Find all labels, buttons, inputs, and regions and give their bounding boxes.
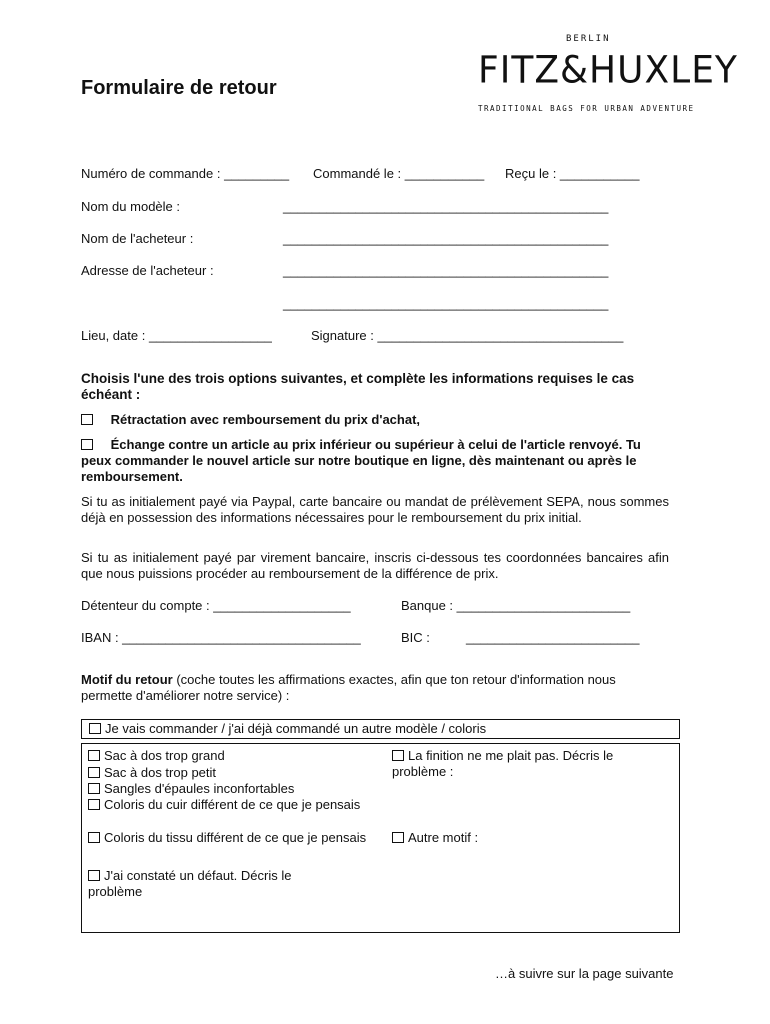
info-paragraph-2: Si tu as initialement payé par virement bancaire, inscris ci-dessous tes coordonnées bancaires afin que nous puissions procéder au remboursement de la différence de prix. (81, 550, 669, 581)
checkbox-icon[interactable] (392, 750, 404, 761)
reason-reorder[interactable] (89, 721, 486, 736)
reason-finish-label: La finition ne me plait pas. Décris le problème : (392, 748, 614, 779)
reason-too-big-label: Sac à dos trop grand (104, 748, 225, 763)
reason-too-small[interactable] (88, 765, 216, 780)
reason-too-small-label: Sac à dos trop petit (104, 765, 217, 780)
checkbox-icon[interactable] (88, 767, 100, 778)
option-retractation-label: Rétractation avec remboursement du prix d'achat, (110, 412, 421, 427)
signature-field[interactable]: Signature : __________________________________ (311, 328, 624, 343)
reason-reorder-label: Je vais commander / j'ai déjà commandé un autre modèle / coloris (105, 721, 487, 736)
motive-intro (81, 672, 669, 704)
buyer-field[interactable]: _____________________________________________ (283, 231, 609, 246)
model-label: Nom du modèle : (81, 199, 180, 214)
checkbox-icon[interactable] (88, 870, 100, 881)
logo-tagline: TRADITIONAL BAGS FOR URBAN ADVENTURE (478, 104, 695, 113)
reason-defect-label: J'ai constaté un défaut. Décris le problème (88, 868, 292, 899)
motive-intro-text: (coche toutes les affirmations exactes, afin que ton retour d'information nous permette d'améliorer notre service) : (81, 672, 616, 703)
address-label: Adresse de l'acheteur : (81, 263, 214, 278)
bic-field[interactable]: ________________________ (466, 630, 640, 645)
checkbox-icon[interactable] (88, 750, 100, 761)
order-number-field[interactable]: Numéro de commande : _________ (81, 166, 290, 181)
reason-other-label: Autre motif : (408, 830, 479, 845)
reason-other[interactable] (392, 830, 478, 845)
checkbox-icon[interactable] (89, 723, 101, 734)
address-field-2[interactable]: _____________________________________________ (283, 296, 609, 311)
buyer-label: Nom de l'acheteur : (81, 231, 194, 246)
info-paragraph-1: Si tu as initialement payé via Paypal, carte bancaire ou mandat de prélèvement SEPA, nous sommes déjà en possession des informations nécessaires pour le remboursement du prix initial. (81, 494, 669, 525)
checkbox-icon[interactable] (88, 832, 100, 843)
reason-fabric[interactable] (88, 830, 368, 846)
reason-leather[interactable] (88, 797, 368, 813)
motive-label: Motif du retour (81, 672, 173, 687)
option-retractation[interactable] (81, 412, 420, 427)
reason-defect[interactable] (88, 868, 338, 900)
received-field[interactable]: Reçu le : ___________ (505, 166, 640, 181)
checkbox-icon[interactable] (392, 832, 404, 843)
reason-finish[interactable] (392, 748, 662, 780)
option-exchange-label: Échange contre un article au prix inférieur ou supérieur à celui de l'article renvoyé. Tu peux commander le nouvel article sur notre boutique en ligne, dès maintenant ou après le remboursement. (81, 437, 641, 484)
checkbox-icon[interactable] (88, 799, 100, 810)
logo-name: FITZ&HUXLEY (478, 48, 738, 93)
reason-straps-label: Sangles d'épaules inconfortables (104, 781, 295, 796)
option-exchange[interactable] (81, 437, 669, 485)
page-title: Formulaire de retour (81, 77, 277, 99)
footer-continue: …à suivre sur la page suivante (495, 966, 674, 981)
bic-label: BIC : (401, 630, 430, 645)
options-heading: Choisis l'une des trois options suivantes, et complète les informations requises le cas échéant : (81, 371, 635, 402)
address-field-1[interactable]: _____________________________________________ (283, 263, 609, 278)
iban-field[interactable]: IBAN : _________________________________ (81, 630, 361, 645)
reason-leather-label: Coloris du cuir différent de ce que je pensais (104, 797, 361, 812)
reason-fabric-label: Coloris du tissu différent de ce que je pensais (104, 830, 367, 845)
checkbox-icon[interactable] (81, 439, 93, 450)
checkbox-icon[interactable] (81, 414, 93, 425)
account-holder-field[interactable]: Détenteur du compte : ___________________ (81, 598, 351, 613)
reason-too-big[interactable] (88, 748, 225, 763)
place-date-field[interactable]: Lieu, date : _________________ (81, 328, 272, 343)
checkbox-icon[interactable] (88, 783, 100, 794)
bank-field[interactable]: Banque : ________________________ (401, 598, 631, 613)
ordered-on-field[interactable]: Commandé le : ___________ (313, 166, 485, 181)
logo-city: BERLIN (566, 34, 611, 44)
reason-straps[interactable] (88, 781, 294, 796)
model-field[interactable]: _____________________________________________ (283, 199, 609, 214)
